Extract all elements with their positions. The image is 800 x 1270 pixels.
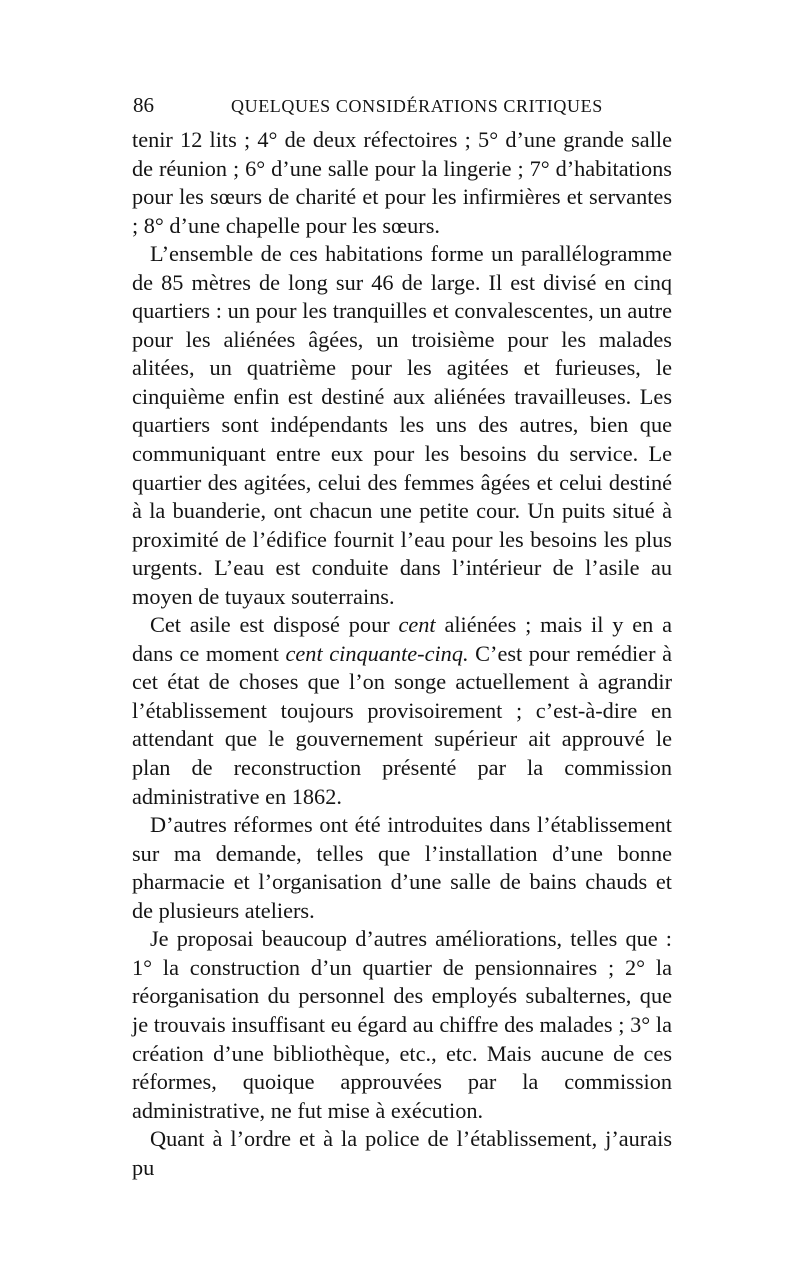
paragraph-continued: tenir 12 lits ; 4° de deux réfectoires ; 5° d’une grande salle de réunion ; 6° d’une salle pour la lingerie ; 7° d’habitations pour les sœurs de charité et pour les infirmières et servantes ; 8° d’une chapelle pour les sœurs. (132, 127, 672, 238)
running-title: QUELQUES CONSIDÉRATIONS CRITIQUES (231, 96, 603, 116)
paragraph-ameliorations: Je proposai beaucoup d’autres améliorations, telles que : 1° la construction d’un quartier de pensionnaires ; 2° la réorganisation du personnel des employés subalternes, que je trouvais insuffisant eu égard au chiffre des malades ; 3° la création d’une bibliothèque, etc., etc. Mais aucune de ces réformes, quoique approuvées par la commission administrative, ne fut mise à exécution. (132, 926, 672, 1123)
paragraph-ensemble: L’ensemble de ces habitations forme un parallélogramme de 85 mètres de long sur 46 de large. Il est divisé en cinq quartiers : un pour les tranquilles et convalescentes, un autre pour les aliénées âgées, un troisième pour les malades alitées, un quatrième pour les agitées et furieuses, le cinquième enfin est destiné aux aliénées travailleuses. Les quartiers sont indépendants les uns des autres, bien que communiquant entre eux pour les besoins du service. Le quartier des agitées, celui des femmes âgées et celui destiné à la buanderie, ont chacun une petite cour. Un puits situé à proximité de l’édifice fournit l’eau pour les besoins les plus urgents. L’eau est conduite dans l’intérieur de l’asile au moyen de tuyaux souterrains. (132, 241, 672, 609)
paragraph-reformes: D’autres réformes ont été introduites dans l’établissement sur ma demande, telles que l’installation d’une bonne pharmacie et l’organisation d’une salle de bains chauds et de plusieurs ateliers. (132, 812, 672, 923)
paragraph-ordre-police: Quant à l’ordre et à la police de l’établissement, j’aurais pu (132, 1126, 672, 1180)
paragraph-asile-capacity (132, 611, 672, 811)
paragraph-text: aliénées ; mais il y en a dans ce moment (132, 612, 672, 666)
paragraph-text: C’est pour remédier à cet état de choses que l’on songe actuellement à agrandir l’établissement toujours provisoirement ; c’est-à-dire en attendant que le gouvernement supérieur ait approuvé le plan de reconstruction présenté par la commission administrative en 1862. (132, 640, 672, 809)
italic-emphasis: cent (398, 612, 436, 638)
running-head (133, 90, 673, 120)
paragraph-text: Cet asile est disposé pour (150, 612, 399, 638)
body-text (132, 126, 672, 1182)
page-number: 86 (133, 93, 154, 117)
italic-emphasis: cent cinquante-cinq. (285, 640, 469, 666)
